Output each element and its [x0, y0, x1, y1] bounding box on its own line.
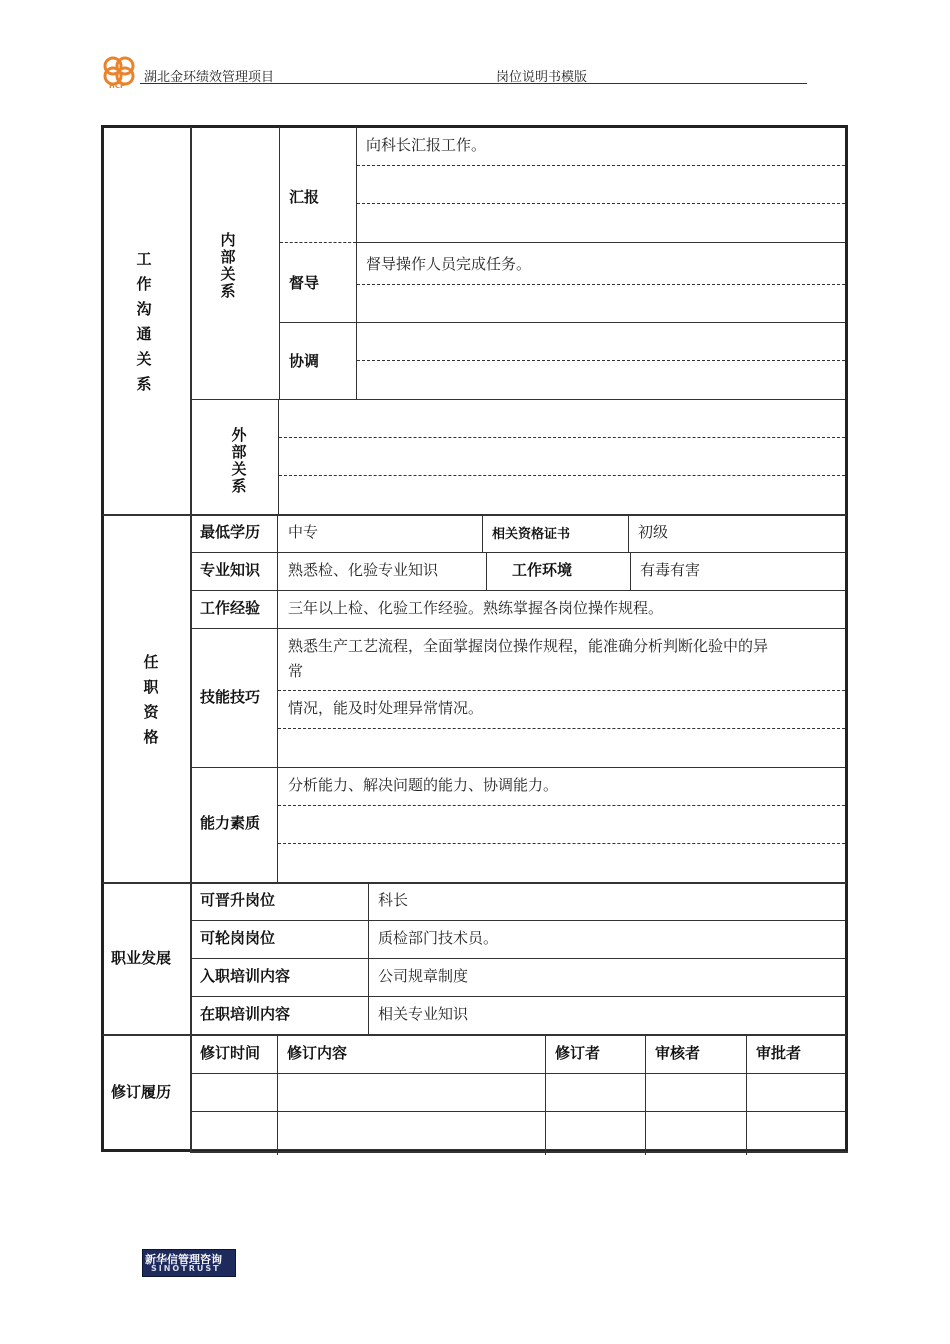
supervise-label: 督导 — [289, 274, 320, 292]
header-doc-type: 岗位说明书模版 — [496, 70, 588, 85]
onboarding-training-value: 公司规章制度 — [378, 967, 469, 985]
external-dash-1 — [279, 437, 845, 438]
row-line-2 — [191, 590, 845, 591]
min-education-value: 中专 — [288, 523, 319, 541]
environment-value: 有毒有害 — [640, 561, 701, 579]
rev-col-3 — [645, 1035, 646, 1155]
logo-text: HCF — [109, 82, 125, 90]
qual-label-col-divider — [277, 515, 278, 882]
separator-qual-career — [103, 882, 846, 884]
career-line-1 — [191, 920, 845, 921]
certificate-label: 相关资格证书 — [492, 527, 571, 542]
footer-logo — [142, 1249, 236, 1277]
supervise-dash-1 — [357, 284, 845, 285]
cert-col-left — [482, 515, 483, 553]
cert-col-right — [628, 515, 629, 553]
row-line-1 — [191, 552, 845, 553]
footer-logo-cn: 新华信管理咨询 — [145, 1253, 222, 1266]
rev-col-1 — [277, 1035, 278, 1155]
external-dash-2 — [279, 475, 845, 476]
ability-label: 能力素质 — [200, 814, 261, 832]
revision-col-time: 修订时间 — [200, 1044, 261, 1062]
experience-label: 工作经验 — [200, 599, 261, 617]
onboarding-training-label: 入职培训内容 — [200, 967, 291, 985]
revision-row-line-3 — [191, 1149, 845, 1150]
revision-row-line-2 — [191, 1111, 845, 1112]
knowledge-value: 熟悉检、化验专业知识 — [288, 561, 439, 579]
min-education-label: 最低学历 — [200, 523, 261, 541]
rotation-label: 可轮岗岗位 — [200, 929, 276, 947]
section-label-revision: 修订履历 — [111, 1083, 172, 1101]
rotation-value: 质检部门技术员。 — [378, 929, 499, 947]
career-line-3 — [191, 996, 845, 997]
internal-bottom-line — [191, 399, 845, 400]
internal-relation-label: 内部关系 — [220, 231, 236, 300]
report-bottom-line — [357, 242, 845, 243]
report-dash-1 — [357, 165, 845, 166]
item-col-divider — [356, 127, 357, 399]
knowledge-label: 专业知识 — [200, 561, 261, 579]
revision-row-line-1 — [191, 1073, 845, 1074]
promotion-label: 可晋升岗位 — [200, 891, 276, 909]
skills-line-2: 常 — [288, 662, 304, 680]
section-label-work-comm: 工作沟通关系 — [136, 250, 152, 393]
external-col-divider — [278, 399, 279, 514]
coordinate-label: 协调 — [289, 352, 320, 370]
external-relation-label: 外部关系 — [231, 426, 247, 495]
env-col-right — [630, 553, 631, 591]
section-label-career: 职业发展 — [111, 949, 172, 967]
separator-career-revision — [103, 1034, 846, 1036]
revision-col-reviser: 修订者 — [555, 1044, 601, 1062]
revision-col-content: 修订内容 — [287, 1044, 348, 1062]
ability-value: 分析能力、解决问题的能力、协调能力。 — [288, 776, 559, 794]
promotion-value: 科长 — [378, 891, 409, 909]
supervise-bottom-line — [280, 322, 845, 323]
ability-dash-1 — [278, 805, 845, 806]
report-text: 向科长汇报工作。 — [366, 136, 487, 154]
supervise-text: 督导操作人员完成任务。 — [366, 255, 532, 273]
header-rule — [140, 83, 807, 84]
skills-line-1: 熟悉生产工艺流程，全面掌握岗位操作规程，能准确分析判断化验中的异 — [288, 637, 769, 655]
rev-col-2 — [545, 1035, 546, 1155]
coordinate-dash-1 — [357, 360, 845, 361]
row-line-3 — [191, 628, 845, 629]
env-col-left — [486, 553, 487, 591]
section-label-qualifications: 任职资格 — [143, 653, 159, 746]
separator-work-qual — [103, 514, 846, 516]
revision-col-approver: 审批者 — [756, 1044, 802, 1062]
rev-col-4 — [746, 1035, 747, 1155]
header-company: 湖北金环绩效管理项目 — [144, 70, 275, 85]
ability-dash-2 — [278, 843, 845, 844]
skills-dash-2 — [278, 728, 845, 729]
report-supervise-divider — [280, 242, 356, 243]
onjob-training-value: 相关专业知识 — [378, 1005, 469, 1023]
onjob-training-label: 在职培训内容 — [200, 1005, 291, 1023]
revision-col-reviewer: 审核者 — [655, 1044, 701, 1062]
revision-bottom-line — [190, 1151, 848, 1153]
experience-value: 三年以上检、化验工作经验。熟练掌握各岗位操作规程。 — [288, 599, 664, 617]
skills-line-3: 情况，能及时处理异常情况。 — [288, 699, 484, 717]
skills-dash-1 — [278, 690, 845, 691]
certificate-value: 初级 — [638, 523, 669, 541]
footer-logo-en: SINOTRUST — [151, 1264, 221, 1273]
section-label-divider — [190, 127, 192, 1152]
internal-col-divider — [279, 127, 280, 399]
skills-label: 技能技巧 — [200, 688, 261, 706]
report-dash-2 — [357, 203, 845, 204]
row-line-4 — [191, 767, 845, 768]
company-logo — [101, 55, 137, 91]
environment-label: 工作环境 — [512, 561, 573, 579]
career-line-2 — [191, 958, 845, 959]
report-label: 汇报 — [289, 188, 320, 206]
